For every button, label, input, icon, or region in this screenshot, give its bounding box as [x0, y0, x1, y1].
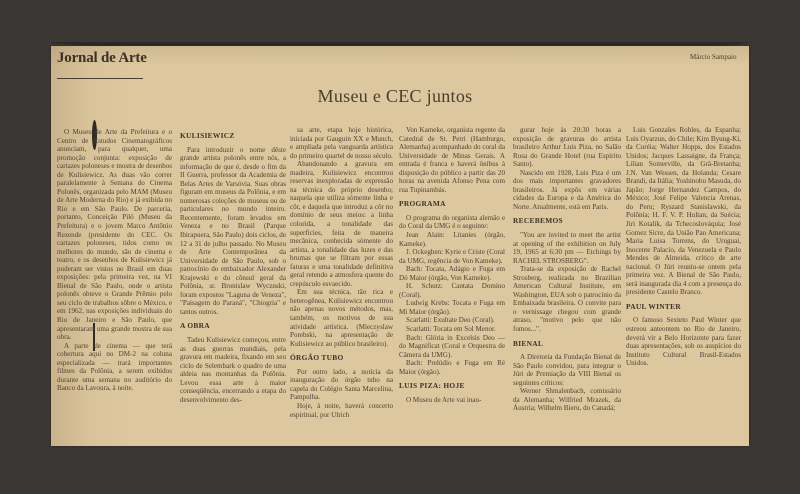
article-headline: Museu e CEC juntos — [317, 86, 473, 106]
article-column-2 — [180, 126, 286, 404]
article-column-5 — [513, 126, 621, 413]
article-column-4 — [399, 126, 505, 404]
subheading: RECEBEMOS — [513, 216, 563, 226]
paragraph: Luis Gonzales Robles, da Espanha; Luis Oyarzun, do Chile; Kim Byung-Ki, da Coréia; Walter Hopps, dos Estados Unidos; Jacques Lassaigne, da França; Lilian Somerville, da Grã-Bretanha; J.N. Van Wessen, da Holanda; Cesare Brandi, da Itália; Yoshinobu Masuda, do Japão; Jorge Hernandez Campos, do México; José Felipe Valencia Arenas, do Peru; Ryszard Stanislawski, da Polônia; H. F. V. P. Hultan, da Suécia; Jiri Kotalik, da Tchecoslováquia; José Gomez Sicre, da União Pan Americana; Maria Luisa Torrens, do Uruguai, Inocente Palacio, da Venezuela e Paulo Mendes de Almeida, crítico de arte nacional. O Júri reuniu-se ontem pela primeira vez. A Bienal de São Paulo, será inaugurada dia 4 com a presença do presidente Castelo Branco. — [626, 126, 741, 297]
paragraph: A Diretoria da Fundação Bienal de São Paulo convidou, para integrar o Júri de Premiação da VIII Bienal os seguintes críticos: — [513, 353, 621, 387]
subheading: A OBRA — [180, 321, 210, 331]
paragraph: Trata-se da exposição de Rachel Strosberg, realizada no Brazilian American Cultural Institute, em Washington, EUA sob o patrocínio da Embaixada brasileira. O convite para o vernissage chegou com grande atraso, "motivo pelo que não fomos...". — [513, 265, 621, 334]
paragraph: Abandonando a gravura em madeira, Kulisiewicz encontrou reservas inexploradas de expressão na técnica do próprio desenho; naquela que utiliza sòmente linha e côr, e daquela que introduz a côr no domínio de seus meios: a linha colorida, a tonalidade das superfícies, feita de maneira mecânica, conhecida sòmente do artista, a tonalidade das luzes e das brumas que se filtram por essas faturas e uma tonalidade definitiva geral retendo a atmosfera quente do crepúsculo esvaecido. — [290, 160, 393, 288]
paragraph: Scarlatti: Exultate Deo (Coral). — [406, 316, 495, 325]
paragraph: Tadeu Kulisiewicz começou, entre as duas guerras mundiais, pela gravura em madeira, fixando em seu ciclo de Selembark o quadro de uma aldeia nas montanhas da Polônia. Levou essa arte à maior conseqüência, encerrando a etapa do desenvolvimento des- — [180, 336, 286, 404]
paragraph: Bach: Glória in Excelsis Deo — do Magnificat (Coral e Orquestra de Câmera da UMG). — [399, 333, 505, 359]
subheading: KULISIEWICZ — [180, 131, 235, 140]
paragraph: Scarlatti: Tocata em Sol Menor. — [406, 325, 496, 334]
paragraph: Em sua técnica, tão rica e heterogênea, Kulisiewicz encontrou não apenas novos métodos, mas, também, os motivos de sua atividade artística. (Mieczyslaw Porebski, na apresentação de Kulisiewicz ao público brasileiro). — [290, 288, 393, 348]
paragraph: Para introduzir o nome dêste grande artista polonês entre nós, a informação de que é, desde o fim da II Guerra, professor da Academia de Belas Artes de Varsóvia. Suas obras figuram em museus da Polônia, e em numerosas coleções de museus ou de particulares no mundo inteiro. Recentemente, foram levados em Veneza e no Brasil (Parque Ibirapuera, São Paulo) dois ciclos, de 12 a 31 de julho passado. No Museu de Arte Contemporânea da Universidade de São Paulo, sob o patrocínio do embaixador Alexander Krajewski e do cônsul geral da Polônia, sr. Bronislaw Wycznski, foram expostos "Laguna de Veneza", "Paisagem do Paraná", "Chiogria" e tantos outros. — [180, 145, 286, 316]
paragraph: O Museu de Arte da Prefeitura e o Centro de Estudos Cinematográficos anunciam, para qualquer, uma promoção conjunta: exposição de cartazes poloneses e mostra de desenhos de Kulisiewicz. As duas vão correr paralelamente à Semana do Cinema Polonês, organizada pelo MAM (Museu de Arte Moderna do Rio) e já exibida no Rio e em São Paulo. De parceria, portanto, Conceição Piló (Museu da Prefeitura) e o jovem Marco Antônio Rezende (presidente do CEC. Os cartazes poloneses, tidos como os melhores do mundo, são de cinema e teatro, e os desenhos de Kulisiewicz já puderam ser vistos no Brasil em duas exposições: pela primeira vez, na VI Bienal de São Paulo, onde o artista polonês obteve o Grande Prêmio pelo seu ciclo de trabalhos sôbre o México, e em 1962, nas exposições individuais do Rio de Janeiro e São Paulo, que apresentaram uma grande mostra de sua obra. — [57, 128, 172, 342]
subheading: PAUL WINTER — [626, 301, 681, 311]
subheading: PROGRAMA — [399, 199, 446, 209]
paragraph: "You are invited to meet the artist at opening of the exhibition on July 19, 1965 at 6:30 pm — Etchings by RACHEL STROSBERG". — [513, 231, 621, 265]
paragraph: J. Ockeghen: Kyrie e Criste (Coral da UMG, regência de Von Kameke). — [399, 248, 505, 265]
subheading: LUIS PIZA: HOJE — [399, 381, 465, 391]
paragraph: Nascido em 1928, Luis Piza é um dos mais importantes gravadores brasileiros. Já expôs em várias cidades da Europa e da América do Norte. Atualmente, está em Paris. — [513, 168, 621, 211]
paragraph: Jean Alain: Litanies (órgão, Kameke). — [399, 231, 505, 248]
masthead-rule — [57, 78, 143, 79]
paragraph: gurar hoje às 20:30 horas a exposição de gravuras do artista brasileiro Arthur Luis Piza, no Salão Rosa do Grande Hotel (rua Espírito Santo). — [513, 126, 621, 169]
subheading: ÓRGÃO TUBO — [290, 353, 344, 363]
paragraph: H. Schutz: Cantata Domino (Coral). — [399, 282, 505, 299]
section-masthead: Jornal de Arte — [57, 50, 147, 66]
paragraph: Hoje, à noite, haverá concerto espiritual, por Ulrich — [290, 401, 393, 419]
paragraph: Werner Shmalenbach, comissário da Alemanha; Wilfried Mrazek, da Áustria; Wilhelm Bieru, do Canadá; — [513, 387, 621, 413]
paragraph: Por outro lado, a notícia da inauguração do órgão tubo na capela do Colégio Santa Marcelina, Pampulha. — [290, 367, 393, 402]
paragraph: A parte de cinema — que terá cobertura aqui no DM-2 na coluna especializada — trará importantes filmes da Polônia, a serem exibidos durante uma semana no auditório do Banco da Lavoura, à noite. — [57, 341, 172, 393]
paragraph: O famoso Sexteto Paul Winter que estreou anteontem no Rio de Janeiro, deverá vir a Belo Horizonte para fazer duas apresentações, sob os auspícios do Instituto Cultural Brasil-Estados Unidos. — [626, 316, 741, 368]
author-byline: Márcio Sampaio — [690, 53, 737, 61]
paragraph: O programa do organista alemão e do Coral da UMG é o seguinte: — [399, 213, 505, 231]
paragraph: Ludwig Krebs: Tocata e Fuga em Mi Maior (órgão). — [399, 299, 505, 316]
subheading: BIENAL — [513, 338, 544, 348]
paragraph: Bach: Prelúdio e Fuga em Ré Maior (órgão). — [399, 359, 505, 376]
paragraph: Von Kameke, organista regente da Catedral de St. Petri (Hamburgo, Alemanha) acompanhado do coral da Universidade de Minas Gerais. A entrada é franca e haverá ônibus à disposição do público a partir das 20 horas na avenida Afonso Pena com rua Tupinambás. — [399, 126, 505, 194]
paragraph: O Museu de Arte vai inau- — [406, 395, 482, 404]
article-column-1 — [57, 128, 172, 393]
article-column-3 — [290, 126, 393, 419]
paragraph: Bach: Tocata, Adágio e Fuga em Dó Maior (órgão, Von Kameke). — [399, 265, 505, 282]
article-column-6 — [626, 126, 741, 368]
paragraph: sa arte, etapa hoje histórica, iniciada por Gauguin XX e Munch, e ampliada pela vanguarda artística do primeiro quartel de nosso século. — [290, 126, 393, 160]
